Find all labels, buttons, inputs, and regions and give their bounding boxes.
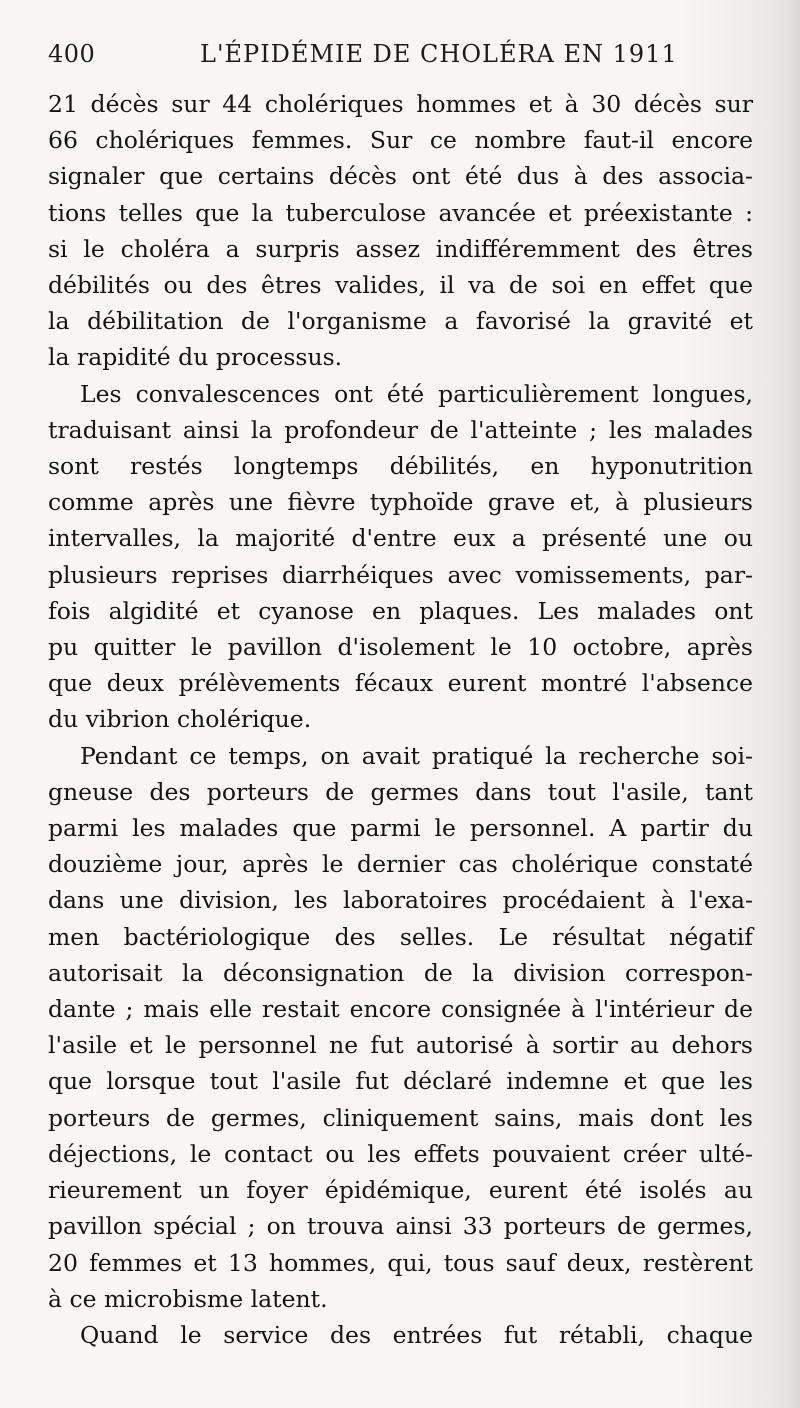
- text-line: tions telles que la tuberculose avancée et préexistante :: [48, 198, 753, 227]
- text-line: sont restés longtemps débilités, en hyponutrition: [48, 452, 753, 481]
- page-header: [48, 36, 748, 76]
- text-line: dans une division, les laboratoires procédaient à l'exa-: [48, 886, 753, 915]
- text-line: rieurement un foyer épidémique, eurent été isolés au: [48, 1176, 753, 1205]
- text-line: débilités ou des êtres valides, il va de soi en effet que: [48, 271, 753, 300]
- text-line: Pendant ce temps, on avait pratiqué la recherche soi-: [80, 741, 753, 770]
- text-line: déjections, le contact ou les effets pouvaient créer ulté-: [48, 1139, 753, 1168]
- text-line: 66 cholériques femmes. Sur ce nombre faut-il encore: [48, 126, 753, 155]
- text-line: pu quitter le pavillon d'isolement le 10 octobre, après: [48, 633, 753, 662]
- paragraph: [48, 1317, 753, 1353]
- text-line: la débilitation de l'organisme a favorisé la gravité et: [48, 307, 753, 336]
- text-line: autorisait la déconsignation de la division correspon-: [48, 958, 753, 987]
- text-line: que lorsque tout l'asile fut déclaré indemne et que les: [48, 1067, 753, 1096]
- text-line-last: à ce microbisme latent.: [48, 1284, 328, 1313]
- paragraph: [48, 738, 753, 1317]
- text-line: parmi les malades que parmi le personnel. A partir du: [48, 814, 753, 843]
- text-line: Quand le service des entrées fut rétabli, chaque: [80, 1320, 753, 1349]
- text-line: signaler que certains décès ont été dus à des associa-: [48, 162, 753, 191]
- text-line: l'asile et le personnel ne fut autorisé à sortir au dehors: [48, 1031, 753, 1060]
- text-line: porteurs de germes, cliniquement sains, mais dont les: [48, 1103, 753, 1132]
- text-line: 20 femmes et 13 hommes, qui, tous sauf deux, restèrent: [48, 1248, 753, 1277]
- text-line: Les convalescences ont été particulièrement longues,: [80, 379, 753, 408]
- text-line-last: du vibrion cholérique.: [48, 705, 312, 734]
- text-line: intervalles, la majorité d'entre eux a présenté une ou: [48, 524, 753, 553]
- page-number: 400: [48, 40, 96, 68]
- text-line: comme après une fièvre typhoïde grave et, à plusieurs: [48, 488, 753, 517]
- text-line: dante ; mais elle restait encore consignée à l'intérieur de: [48, 995, 753, 1024]
- text-line: que deux prélèvements fécaux eurent montré l'absence: [48, 669, 753, 698]
- text-line: 21 décès sur 44 cholériques hommes et à 30 décès sur: [48, 90, 753, 118]
- paragraph: [48, 376, 753, 738]
- text-line: traduisant ainsi la profondeur de l'atteinte ; les malades: [48, 415, 753, 444]
- text-line: pavillon spécial ; on trouva ainsi 33 porteurs de germes,: [48, 1212, 753, 1241]
- text-line: si le choléra a surpris assez indifféremment des êtres: [48, 234, 753, 263]
- paragraph: [48, 86, 753, 376]
- text-line: gneuse des porteurs de germes dans tout l'asile, tant: [48, 777, 753, 806]
- text-line: plusieurs reprises diarrhéiques avec vomissements, par-: [48, 560, 753, 589]
- text-line: men bactériologique des selles. Le résultat négatif: [48, 922, 753, 951]
- text-line: fois algidité et cyanose en plaques. Les malades ont: [48, 596, 753, 625]
- text-line-last: la rapidité du processus.: [48, 343, 343, 372]
- text-line: douzième jour, après le dernier cas cholérique constaté: [48, 850, 753, 879]
- running-title: L'ÉPIDÉMIE DE CHOLÉRA EN 1911: [200, 40, 678, 68]
- body-text: [48, 86, 753, 1353]
